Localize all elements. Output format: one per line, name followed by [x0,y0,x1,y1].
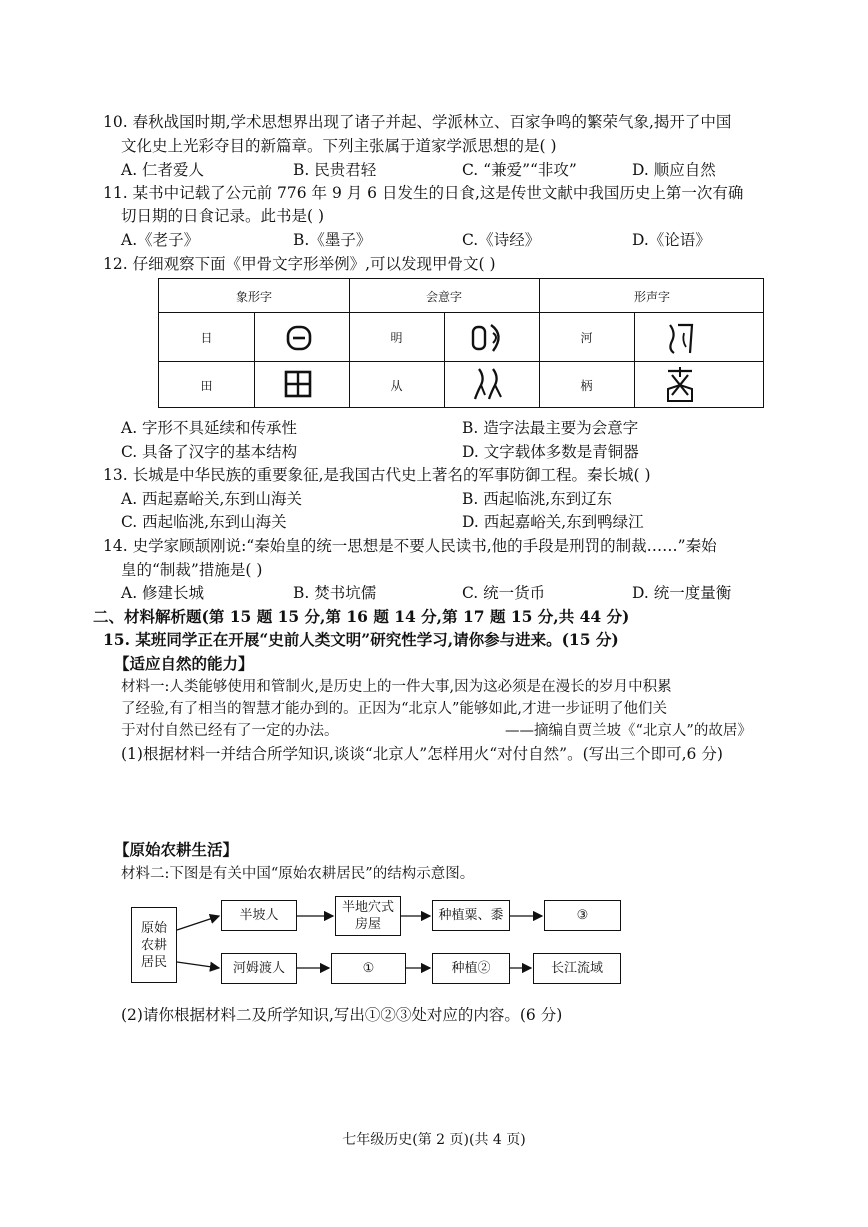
q14-option-d: D. 统一度量衡 [632,584,732,602]
arrow-root-banpo [177,916,219,930]
oracle-he-glyph [664,319,698,355]
q11-line2: 切日期的日食记录。此书是( ) [121,207,325,225]
char-ri: 日 [200,331,213,345]
q12-option-b: B. 造字法最主要为会意字 [462,419,639,437]
char-tian: 田 [200,379,213,393]
q11-option-d: D.《论语》 [632,231,711,249]
q15-question2: (2)请你根据材料二及所学知识,写出①②③处对应的内容。(6 分) [121,1006,563,1024]
q14-line2: 皇的“制裁”措施是( ) [121,561,263,579]
q11-option-b: B.《墨子》 [293,231,372,249]
q15-material1-line1: 材料一:人类能够使用和管制火,是历史上的一件大事,因为这必须是在漫长的岁月中积累 [121,679,672,695]
q11-line1: 11. 某书中记载了公元前 776 年 9 月 6 日发生的日食,这是传世文献中我国历史上第一次有确 [103,184,744,202]
oracle-ri-glyph [284,323,314,353]
q12-option-d: D. 文字载体多数是青铜器 [462,443,639,461]
q13-option-d: D. 西起嘉峪关,东到鸭绿江 [462,513,644,531]
char-ming: 明 [390,331,403,345]
diagram-semi-pit-house-box [335,896,401,936]
q15-question1: (1)根据材料一并结合所学知识,谈谈“北京人”怎样用火“对付自然”。(写出三个即可,6 分) [121,745,723,763]
page-footer: 七年级历史(第 2 页)(共 4 页) [342,1132,526,1148]
diagram-yangtze-box [533,953,621,984]
q13-option-a: A. 西起嘉峪关,东到山海关 [121,490,302,508]
diagram-hemudu-box [221,953,297,984]
q10-option-a: A. 仁者爱人 [121,161,205,179]
q11-option-c: C.《诗经》 [462,231,541,249]
diagram-millet-label: 种植粟、黍 [438,908,504,923]
diagram-banpo-box [221,900,297,931]
diagram-millet-box [432,900,510,931]
q14-option-c: C. 统一货币 [462,584,546,602]
diagram-semi-pit-house-label: 半地穴式房屋 [341,900,394,932]
q15-line1: 15. 某班同学正在开展“史前人类文明”研究性学习,请你参与进来。(15 分) [103,630,619,649]
diagram-rice-box [432,953,510,984]
q15-material2: 材料二:下图是有关中国“原始农耕居民”的结构示意图。 [121,866,475,882]
q10-option-c: C. “兼爱”“非攻” [462,161,577,179]
q12-line1: 12. 仔细观察下面《甲骨文字形举例》,可以发现甲骨文( ) [103,255,496,273]
char-he: 河 [580,331,593,345]
q14-option-a: A. 修建长城 [121,584,205,602]
diagram-rice-label: 种植② [451,961,491,976]
header-pictograph: 象形字 [235,290,272,304]
diagram-blank-3-box [544,900,621,931]
oracle-ming-glyph [469,321,509,355]
diagram-banpo-label: 半坡人 [239,908,279,923]
q10-option-b: B. 民贵君轻 [293,161,377,179]
q15-material1-line3: 于对付自然已经有了一定的办法。 [121,723,339,739]
q12-option-c: C. 具备了汉字的基本结构 [121,443,298,461]
diagram-blank-1-box [331,953,406,984]
oracle-bone-table [158,278,764,408]
q12-option-a: A. 字形不具延续和传承性 [121,419,298,437]
diagram-root-label: 原始农耕居民 [140,920,167,970]
q10-line1: 10. 春秋战国时期,学术思想界出现了诸子并起、学派林立、百家争鸣的繁荣气象,揭开了中国 [103,113,732,131]
diagram-blank-3-label: ③ [576,908,589,923]
q11-option-a: A.《老子》 [121,231,200,249]
diagram-blank-1-label: ① [362,961,375,976]
char-cong: 从 [390,379,403,393]
oracle-cong-glyph [471,365,507,403]
arrow-root-hemudu [177,962,219,968]
q15-subtitle-adapt: 【适应自然的能力】 [114,654,254,673]
q13-option-c: C. 西起临洮,东到山海关 [121,513,287,531]
header-ideograph: 会意字 [425,290,462,304]
q13-line1: 13. 长城是中华民族的重要象征,是我国古代史上著名的军事防御工程。秦长城( ) [103,466,651,484]
diagram-yangtze-label: 长江流域 [550,961,603,976]
q14-line1: 14. 史学家顾颉刚说:“秦始皇的统一思想是不要人民读书,他的手段是刑罚的制裁……”秦始 [103,537,717,555]
q14-option-b: B. 焚书坑儒 [293,584,377,602]
q10-option-d: D. 顺应自然 [632,161,716,179]
oracle-bing-glyph [662,365,698,405]
q13-option-b: B. 西起临洮,东到辽东 [462,490,613,508]
q15-material1-line2: 了经验,有了相当的智慧才能办到的。正因为“北京人”能够如此,才进一步证明了他们关 [121,701,668,717]
q15-material1-source: ——摘编自贾兰坡《“北京人”的故居》 [505,723,752,739]
diagram-hemudu-label: 河姆渡人 [232,961,285,976]
char-bing: 柄 [580,379,593,393]
oracle-tian-glyph [283,369,313,399]
q15-subtitle-farming: 【原始农耕生活】 [114,840,239,859]
header-phonogram: 形声字 [633,290,670,304]
q10-line2: 文化史上光彩夺目的新篇章。下列主张属于道家学派思想的是( ) [121,137,557,155]
diagram-root-box [131,907,177,983]
section-2-heading: 二、材料解析题(第 15 题 15 分,第 16 题 14 分,第 17 题 15 分,共 44 分) [93,607,630,626]
